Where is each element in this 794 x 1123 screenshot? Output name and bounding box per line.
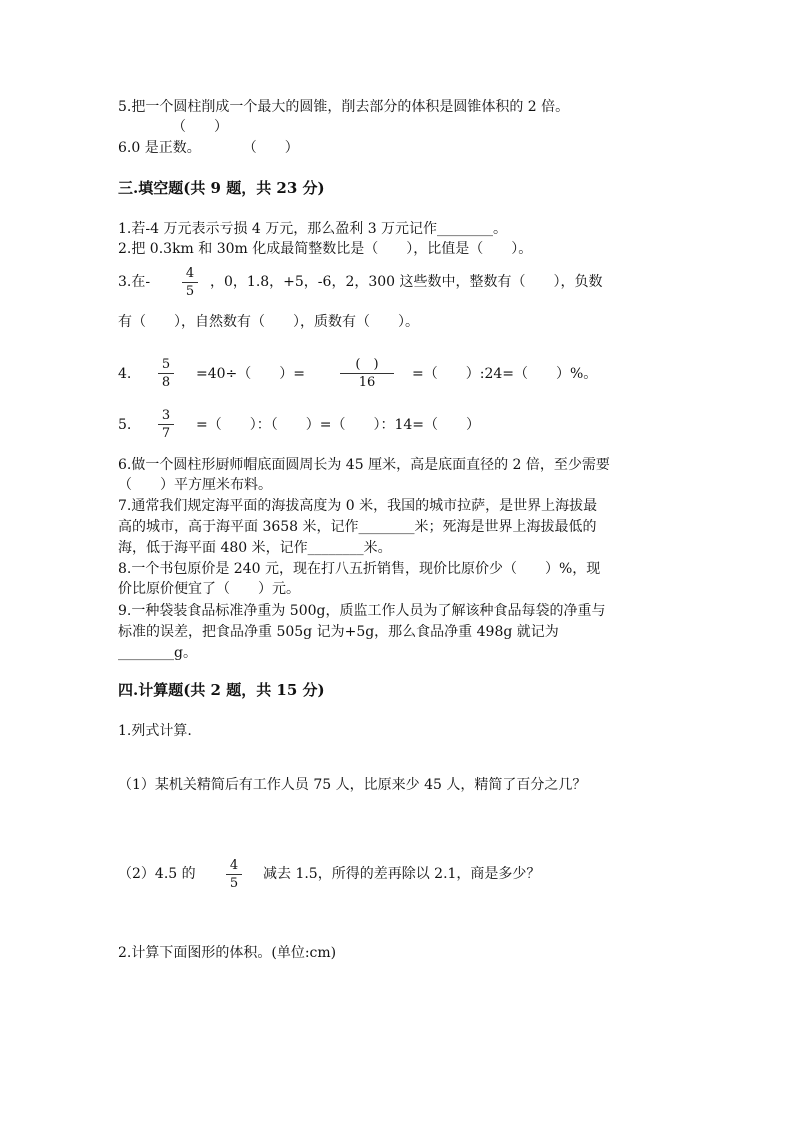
calc-q1: 1.列式计算. <box>118 723 192 739</box>
fill-q4-end: =（ ）:24=（ ）%。 <box>412 366 598 382</box>
fraction-denominator: 7 <box>161 426 171 441</box>
judge-q5-answer-blank: （ ） <box>172 119 228 135</box>
fill-q3-line2: 有（ ），自然数有（ ），质数有（ ）。 <box>118 314 419 330</box>
fill-q5-label: 5. <box>118 417 132 433</box>
fill-q3-rest: ，0，1.8，+5，-6，2，300 这些数中，整数有（ ），负数 <box>210 274 603 290</box>
fill-q8-line1: 8.一个书包原价是 240 元，现在打八五折销售，现价比原价少（ ）%，现 <box>118 561 601 577</box>
fraction-denominator: 5 <box>229 876 239 891</box>
fill-q7-line2: 高的城市，高于海平面 3658 米，记作________米；死海是世界上海拔最低的 <box>118 519 597 535</box>
fraction-denominator: 16 <box>358 375 376 390</box>
fill-q9-line1: 9.一种袋装食品标准净重为 500g，质监工作人员为了解该种食品每袋的净重与 <box>118 603 606 619</box>
fill-q2: 2.把 0.3km 和 30m 化成最简整数比是（ ），比值是（ ）。 <box>118 241 533 257</box>
fill-q4-fraction-1 <box>158 357 174 390</box>
judge-q6: 6.0 是正数。 （ ） <box>118 140 299 156</box>
fill-q5-rest: =（ ）：（ ）=（ ）：14=（ ） <box>196 417 481 433</box>
fraction-bar <box>226 874 242 875</box>
fraction-numerator: 3 <box>161 408 171 423</box>
fraction-bar <box>158 424 174 425</box>
fill-q7-line1: 7.通常我们规定海平面的海拔高度为 0 米，我国的城市拉萨，是世界上海拔最 <box>118 498 598 514</box>
judge-q5-line1: 5.把一个圆柱削成一个最大的圆锥，削去部分的体积是圆锥体积的 2 倍。 <box>118 99 570 115</box>
calc-q2: 2.计算下面图形的体积。(单位:cm) <box>118 945 337 961</box>
calc-q1-sub2-prefix: （2）4.5 的 <box>118 866 196 882</box>
fill-q8-line2: 价比原价便宜了（ ）元。 <box>118 581 300 597</box>
fraction-numerator: 5 <box>161 357 171 372</box>
fraction-numerator: 4 <box>229 858 239 873</box>
fill-q7-line3: 海，低于海平面 480 米，记作________米。 <box>118 540 392 556</box>
fill-q6-line1: 6.做一个圆柱形厨师帽底面圆周长为 45 厘米，高是底面直径的 2 倍，至少需要 <box>118 457 610 473</box>
calc-q1-sub2-fraction <box>226 858 242 891</box>
fill-q4-middle: =40÷（ ）= <box>196 366 306 382</box>
fill-q9-line3: ________g。 <box>118 645 197 661</box>
fill-q1: 1.若-4 万元表示亏损 4 万元，那么盈利 3 万元记作________。 <box>118 221 508 237</box>
fraction-bar <box>340 373 394 374</box>
fill-q3-prefix: 3.在- <box>118 274 151 290</box>
section3-heading: 三.填空题(共 9 题，共 23 分) <box>118 179 325 197</box>
section4-heading: 四.计算题(共 2 题，共 15 分) <box>118 681 325 699</box>
fill-q3-fraction <box>182 266 198 299</box>
calc-q1-sub2-rest: 减去 1.5，所得的差再除以 2.1，商是多少？ <box>263 866 541 882</box>
fill-q4-fraction-2 <box>340 357 394 390</box>
fraction-numerator: ( ) <box>355 357 379 372</box>
fraction-numerator: 4 <box>185 266 195 281</box>
fill-q4-label: 4. <box>118 366 132 382</box>
fraction-denominator: 8 <box>161 375 171 390</box>
fill-q5-fraction <box>158 408 174 441</box>
fraction-bar <box>158 373 174 374</box>
fill-q9-line2: 标准的误差，把食品净重 505g 记为+5g，那么食品净重 498g 就记为 <box>118 624 559 640</box>
fraction-bar <box>182 282 198 283</box>
calc-q1-sub1: （1）某机关精简后有工作人员 75 人，比原来少 45 人，精简了百分之几？ <box>118 777 587 793</box>
fraction-denominator: 5 <box>185 284 195 299</box>
fill-q6-line2: （ ）平方厘米布料。 <box>118 477 272 493</box>
